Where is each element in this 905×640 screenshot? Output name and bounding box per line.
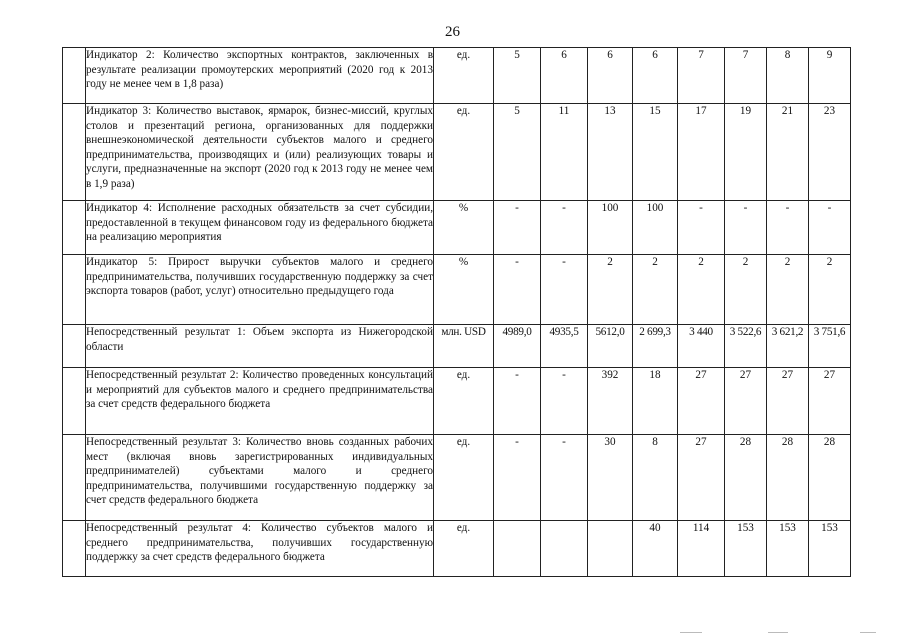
value-cell: 8: [767, 48, 809, 104]
unit-cell: ед.: [434, 104, 494, 201]
value-cell: 19: [725, 104, 767, 201]
value-cell: 18: [633, 368, 678, 435]
value-cell: 5612,0: [588, 325, 633, 368]
unit-cell: млн. USD: [434, 325, 494, 368]
value-cell: 5: [494, 104, 541, 201]
value-cell: -: [494, 435, 541, 521]
value-cell: 28: [809, 435, 851, 521]
table-row: [63, 201, 851, 255]
scan-mark: [860, 632, 876, 633]
description-cell: Непосредственный результат 4: Количество субъектов малого и среднего предпринимательства, получивших государственную поддержку за счет средств федерального бюджета: [86, 521, 434, 577]
scan-mark: [680, 632, 702, 633]
value-cell: 21: [767, 104, 809, 201]
value-cell: 11: [541, 104, 588, 201]
value-cell: -: [725, 201, 767, 255]
value-cell: 4989,0: [494, 325, 541, 368]
value-cell: -: [809, 201, 851, 255]
description-cell: Непосредственный результат 2: Количество проведенных консультаций и мероприятий для субъектов малого и среднего предпринимательства за счет средств федерального бюджета: [86, 368, 434, 435]
value-cell: 13: [588, 104, 633, 201]
table-row: [63, 48, 851, 104]
value-cell: -: [541, 368, 588, 435]
value-cell: 27: [678, 435, 725, 521]
row-index-cell: [63, 104, 86, 201]
page-number: 26: [445, 24, 460, 40]
value-cell: 6: [633, 48, 678, 104]
table-row: [63, 104, 851, 201]
unit-cell: ед.: [434, 48, 494, 104]
value-cell: 2: [678, 255, 725, 325]
row-index-cell: [63, 255, 86, 325]
value-cell: 15: [633, 104, 678, 201]
value-cell: 8: [633, 435, 678, 521]
value-cell: 3 440: [678, 325, 725, 368]
value-cell: 17: [678, 104, 725, 201]
value-cell: 153: [809, 521, 851, 577]
value-cell: 6: [541, 48, 588, 104]
value-cell: 2: [633, 255, 678, 325]
description-cell: Непосредственный результат 1: Объем экспорта из Нижегородской области: [86, 325, 434, 368]
unit-cell: %: [434, 255, 494, 325]
value-cell: 40: [633, 521, 678, 577]
value-cell: 7: [678, 48, 725, 104]
table-row: [63, 368, 851, 435]
value-cell: 2 699,3: [633, 325, 678, 368]
unit-cell: ед.: [434, 521, 494, 577]
value-cell: -: [541, 435, 588, 521]
value-cell: 27: [767, 368, 809, 435]
unit-cell: ед.: [434, 368, 494, 435]
value-cell: 9: [809, 48, 851, 104]
value-cell: 27: [678, 368, 725, 435]
unit-cell: %: [434, 201, 494, 255]
table-row: [63, 435, 851, 521]
value-cell: -: [678, 201, 725, 255]
row-index-cell: [63, 435, 86, 521]
value-cell: 392: [588, 368, 633, 435]
value-cell: -: [541, 201, 588, 255]
description-cell: Индикатор 5: Прирост выручки субъектов малого и среднего предпринимательства, получивших государственную поддержку за счет экспорта товаров (работ, услуг) относительно предыдущего года: [86, 255, 434, 325]
value-cell: 2: [588, 255, 633, 325]
value-cell: -: [494, 201, 541, 255]
value-cell: 27: [809, 368, 851, 435]
description-cell: Непосредственный результат 3: Количество вновь созданных рабочих мест (включая вновь зарегистрированных индивидуальных предпринимателей) субъектами малого и среднего предпринимательства, получившими государственную поддержку за счет средств федерального бюджета: [86, 435, 434, 521]
value-cell: 23: [809, 104, 851, 201]
value-cell: 2: [809, 255, 851, 325]
value-cell: 2: [725, 255, 767, 325]
value-cell: 100: [633, 201, 678, 255]
value-cell: 153: [725, 521, 767, 577]
indicator-table: [62, 47, 851, 577]
value-cell: 100: [588, 201, 633, 255]
value-cell: 30: [588, 435, 633, 521]
description-cell: Индикатор 4: Исполнение расходных обязательств за счет субсидии, предоставленной в текущем финансовом году из федерального бюджета на реализацию мероприятия: [86, 201, 434, 255]
value-cell: 5: [494, 48, 541, 104]
value-cell: [494, 521, 541, 577]
value-cell: 6: [588, 48, 633, 104]
value-cell: -: [541, 255, 588, 325]
value-cell: 114: [678, 521, 725, 577]
value-cell: -: [494, 255, 541, 325]
value-cell: 27: [725, 368, 767, 435]
value-cell: 4935,5: [541, 325, 588, 368]
table-row: [63, 255, 851, 325]
value-cell: 3 621,2: [767, 325, 809, 368]
row-index-cell: [63, 325, 86, 368]
value-cell: 28: [725, 435, 767, 521]
value-cell: -: [767, 201, 809, 255]
table-row: [63, 325, 851, 368]
unit-cell: ед.: [434, 435, 494, 521]
value-cell: [541, 521, 588, 577]
row-index-cell: [63, 48, 86, 104]
row-index-cell: [63, 201, 86, 255]
row-index-cell: [63, 521, 86, 577]
scan-mark: [768, 632, 788, 633]
value-cell: 3 751,6: [809, 325, 851, 368]
value-cell: [588, 521, 633, 577]
row-index-cell: [63, 368, 86, 435]
description-cell: Индикатор 3: Количество выставок, ярмарок, бизнес-миссий, круглых столов и презентаций региона, организованных для поддержки внешнеэкономической деятельности субъектов малого и среднего предпринимательства, производящих и (или) реализующих товары и услуги, предназначенные на экспорт (2020 год к 2013 году не менее чем в 1,9 раза): [86, 104, 434, 201]
value-cell: 153: [767, 521, 809, 577]
table-row: [63, 521, 851, 577]
value-cell: 7: [725, 48, 767, 104]
value-cell: 3 522,6: [725, 325, 767, 368]
description-cell: Индикатор 2: Количество экспортных контрактов, заключенных в результате реализации промоутерских мероприятий (2020 год к 2013 году не менее чем в 1,8 раза): [86, 48, 434, 104]
value-cell: -: [494, 368, 541, 435]
value-cell: 28: [767, 435, 809, 521]
value-cell: 2: [767, 255, 809, 325]
